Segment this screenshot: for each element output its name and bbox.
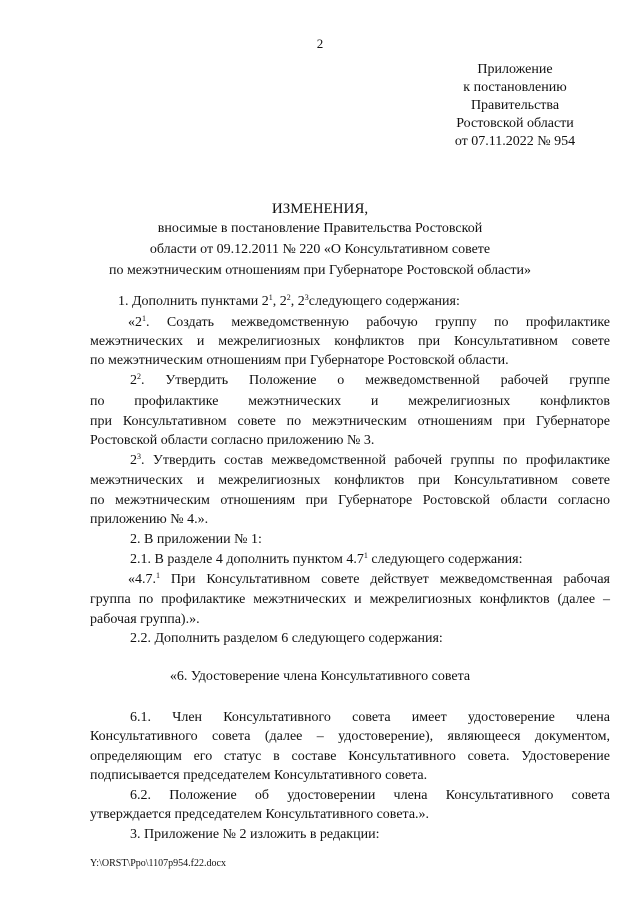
text-line: межэтнических и межрелигиозных конфликтов при Консультативном совете	[90, 473, 610, 488]
subtitle-line: по межэтническим отношениям при Губернаторе Ростовской области»	[108, 263, 532, 278]
file-path-footer: Y:\ORST\Ppo\1107p954.f22.docx	[90, 858, 226, 869]
subtitle-line: области от 09.12.2011 № 220 «О Консультативном совете	[149, 242, 491, 257]
paragraph-item-3: 3. Приложение № 2 изложить в редакции:	[130, 827, 380, 842]
page-number: 2	[316, 36, 324, 51]
text-line: Ростовской области согласно приложению № 3.	[90, 433, 375, 448]
section-heading: «6. Удостоверение члена Консультативного совета	[169, 669, 471, 684]
appendix-block	[440, 61, 590, 151]
paragraph-item-2: 2. В приложении № 1:	[130, 532, 262, 547]
appendix-line: Приложение	[477, 62, 553, 77]
text-line: подписывается председателем Консультативного совета.	[90, 768, 428, 783]
paragraph-6-1: 6.1. Член Консультативного совета имеет удостоверение члена	[130, 710, 610, 725]
text-line: по межэтническим отношениям при Губернаторе Ростовской области.	[90, 353, 509, 368]
text-line: приложению № 4.».	[90, 512, 209, 527]
appendix-line: Правительства	[470, 98, 560, 113]
paragraph-2-2: $2^2$. Утвердить Положение о межведомственной рабочей группе	[130, 372, 610, 388]
paragraph-item-1: 1. Дополнить пунктами $2^1$, $2^2$, $2^3следующего$ содержания:	[118, 293, 460, 309]
text-line: группа по профилактике межэтнических и межрелигиозных конфликтов (далее –	[90, 592, 610, 607]
subtitle-line: вносимые в постановление Правительства Ростовской	[157, 221, 483, 236]
document-subtitle	[80, 218, 560, 281]
paragraph-2-3: $2^3$. Утвердить состав межведомственной рабочей группы по профилактике	[130, 452, 610, 468]
document-title: ИЗМЕНЕНИЯ,	[271, 201, 369, 217]
paragraph-2-1: «$2^1$. Создать межведомственную рабочую группу по профилактике	[128, 314, 610, 330]
text-line: утверждается председателем Консультативного совета.».	[90, 807, 430, 822]
appendix-line: Ростовской области	[456, 116, 574, 131]
paragraph-item-2-1: 2.1. В разделе 4 дополнить пунктом $4.7^1$ следующего содержания:	[130, 551, 523, 567]
text-line: Консультативного совета (далее – удостоверение), являющееся документом,	[90, 729, 610, 744]
text-line: по межэтническим отношениям при Губернаторе Ростовской области согласно	[90, 493, 610, 508]
text-line: рабочая группа).».	[90, 612, 200, 627]
text-line: межэтнических и межрелигиозных конфликтов при Консультативном совете	[90, 334, 610, 349]
paragraph-6-2: 6.2. Положение об удостоверении члена Консультативного совета	[130, 788, 610, 803]
text-line: по профилактике межэтнических и межрелигиозных конфликтов	[90, 394, 610, 409]
appendix-line: от 07.11.2022 № 954	[454, 134, 576, 149]
paragraph-item-2-2: 2.2. Дополнить разделом 6 следующего содержания:	[130, 631, 443, 646]
appendix-line: к постановлению	[463, 80, 567, 95]
text-line: при Консультативном совете по межэтническим отношениям при Губернаторе	[90, 414, 610, 429]
text-line: определяющим его статус в составе Консультативного совета. Удостоверение	[90, 749, 610, 764]
paragraph-4-7-1: «4.7.$^1$ При Консультативном совете действует межведомственная рабочая	[128, 571, 610, 587]
